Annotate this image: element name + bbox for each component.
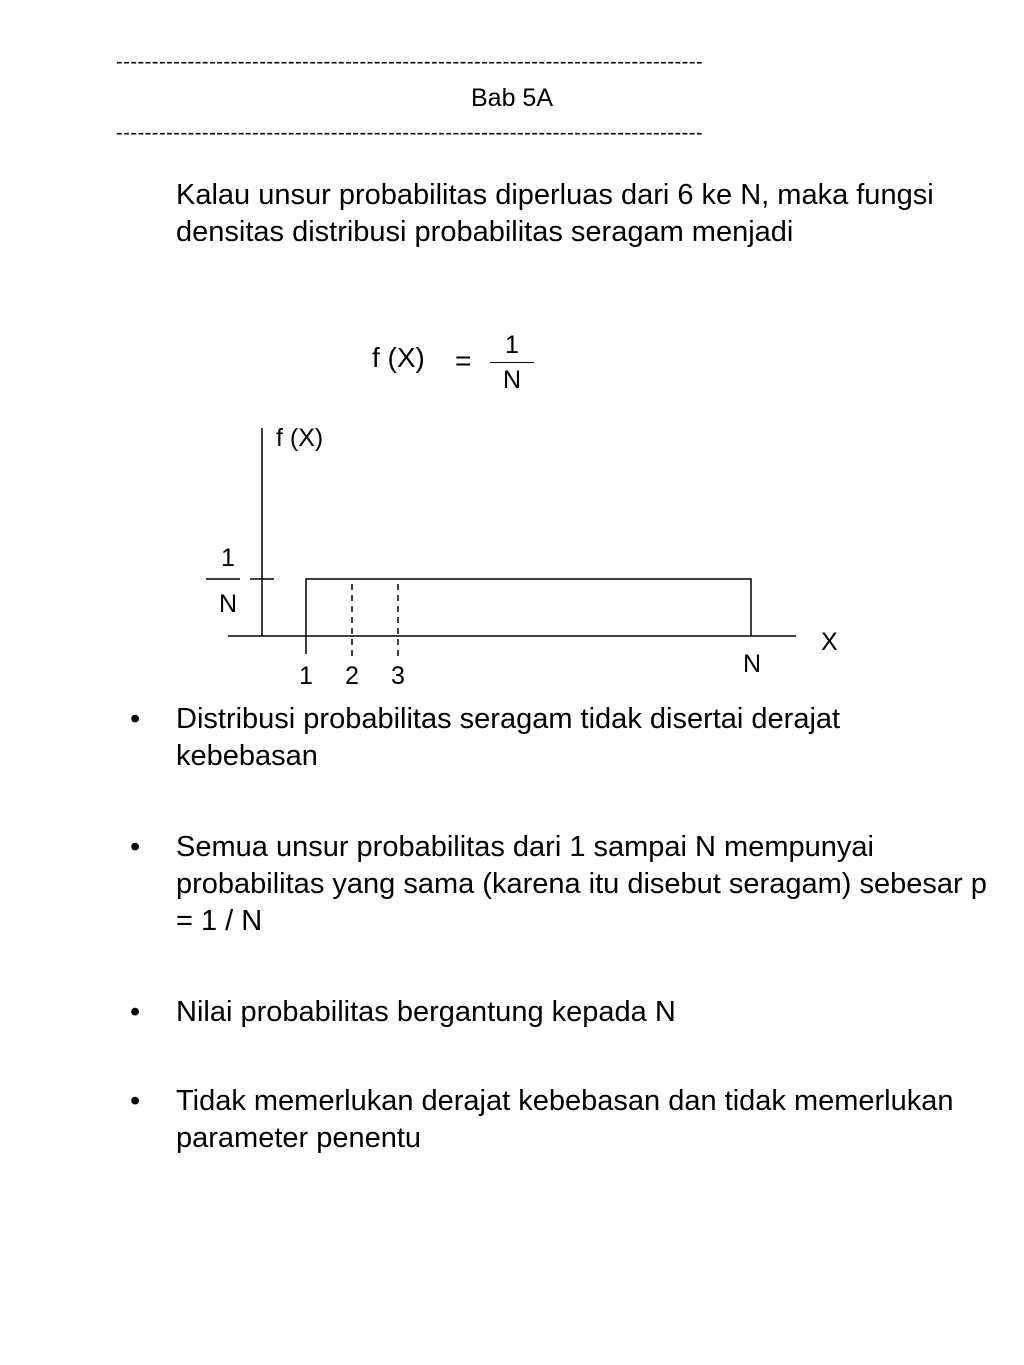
intro-paragraph: Kalau unsur probabilitas diperluas dari 6 ke N, maka fungsi densitas distribusi probabilitas seragam menjadi [176, 179, 934, 248]
bullet-icon: • [130, 831, 141, 863]
x-tick-label-1: 1 [299, 662, 313, 690]
bullet-icon: • [130, 1085, 141, 1117]
list-item [130, 994, 990, 1031]
bullet-text: Tidak memerlukan derajat kebebasan dan tidak memerlukan parameter penentu [176, 1085, 954, 1154]
chapter-title: Bab 5A [470, 84, 553, 112]
x-tick-label-2: 2 [345, 662, 359, 690]
bullet-icon: • [130, 703, 141, 735]
y-tick-denominator: N [218, 590, 238, 618]
header-divider-bottom: ---------------------------------------------------------------------------------- [116, 123, 704, 143]
bullet-list [130, 701, 990, 1157]
list-item [130, 701, 990, 775]
list-item [130, 829, 990, 940]
x-axis-label: X [821, 628, 838, 656]
y-axis-label: f (X) [276, 424, 324, 452]
list-item [130, 1083, 990, 1157]
bullet-icon: • [130, 996, 141, 1028]
formula-lhs: f (X) [372, 342, 425, 373]
formula-denominator: N [502, 366, 522, 394]
formula-numerator: 1 [505, 331, 519, 359]
bullet-text: Semua unsur probabilitas dari 1 sampai N mempunyai probabilitas yang sama (karena itu disebut seragam) sebesar p = 1 / N [176, 831, 987, 937]
y-tick-numerator: 1 [221, 544, 235, 572]
x-tick-label-3: 3 [391, 662, 405, 690]
x-tick-label-n: N [742, 650, 762, 678]
bullet-text: Distribusi probabilitas seragam tidak disertai derajat kebebasan [176, 703, 841, 772]
bullet-text: Nilai probabilitas bergantung kepada N [176, 996, 676, 1028]
header-divider-top: ---------------------------------------------------------------------------------- [116, 52, 704, 72]
density-rectangle [306, 579, 751, 636]
formula-equals: = [455, 345, 472, 376]
